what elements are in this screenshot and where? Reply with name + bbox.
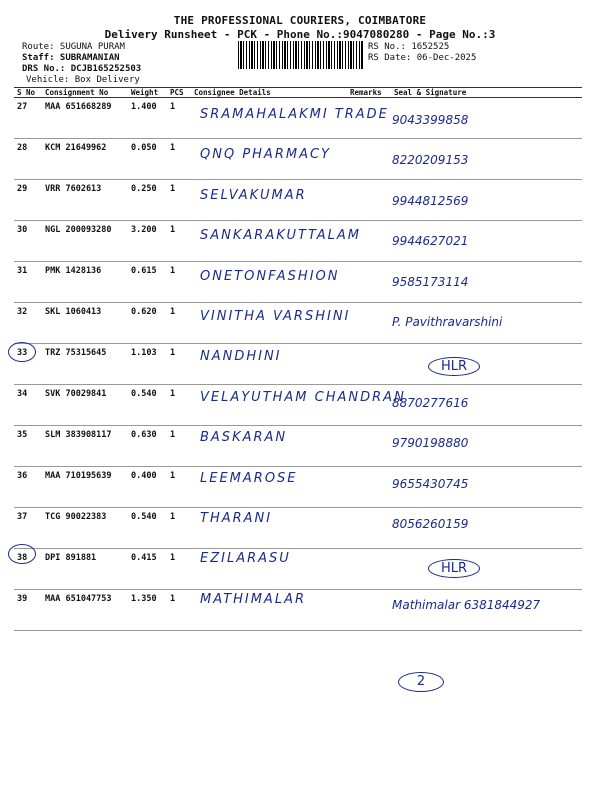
rs-number: RS No.: 1652525 — [368, 42, 450, 52]
row-weight: 0.615 — [128, 262, 167, 303]
row-consignment: TRZ 75315645 — [42, 344, 128, 385]
row-sno: 34 — [14, 385, 42, 426]
handwritten-signature: P. Pavithravarshini — [392, 315, 503, 329]
hlr-remark: HLR — [428, 559, 480, 578]
row-pcs: 1 — [167, 385, 191, 426]
handwritten-consignee-name: NANDHINI — [200, 349, 282, 365]
col-pcs: PCS — [167, 88, 191, 98]
row-consignment: TCG 90022383 — [42, 508, 128, 549]
hlr-remark: HLR — [428, 357, 480, 376]
row-remarks — [347, 467, 391, 508]
table-row — [14, 549, 582, 590]
company-title: THE PROFESSIONAL COURIERS, COIMBATORE — [173, 14, 427, 27]
row-remarks — [347, 262, 391, 303]
table-row — [14, 467, 582, 508]
row-consignment: SLM 383908117 — [42, 426, 128, 467]
row-pcs: 1 — [167, 139, 191, 180]
row-weight: 0.250 — [128, 180, 167, 221]
col-signature: Seal & Signature — [391, 88, 582, 98]
handwritten-signature: 8870277616 — [392, 395, 469, 410]
row-signature — [391, 549, 582, 590]
row-remarks — [347, 549, 391, 590]
handwritten-signature: 9043399858 — [392, 113, 469, 127]
row-pcs: 1 — [167, 303, 191, 344]
row-weight: 0.620 — [128, 303, 167, 344]
row-pcs: 1 — [167, 426, 191, 467]
handwritten-consignee-name: VINITHA VARSHINI — [200, 309, 351, 324]
row-remarks — [347, 303, 391, 344]
table-row — [14, 344, 582, 385]
handwritten-consignee-name: SANKARAKUTTALAM — [200, 228, 361, 244]
handwritten-consignee-name: SRAMAHALAKMI TRADE — [200, 107, 389, 122]
row-remarks — [347, 139, 391, 180]
row-consignment: SKL 1060413 — [42, 303, 128, 344]
row-consignment: SVK 70029841 — [42, 385, 128, 426]
handwritten-signature: 9585173114 — [392, 274, 469, 289]
col-consignee: Consignee Details — [191, 88, 347, 98]
table-row — [14, 508, 582, 549]
row-pcs: 1 — [167, 262, 191, 303]
row-remarks — [347, 508, 391, 549]
handwritten-consignee-name: BASKARAN — [200, 430, 288, 446]
handwritten-consignee-name: VELAYUTHAM CHANDRAN — [200, 389, 406, 405]
col-weight: Weight — [128, 88, 167, 98]
row-sno: 29 — [14, 180, 42, 221]
row-sno: 28 — [14, 139, 42, 180]
handwritten-consignee-name: THARANI — [200, 511, 273, 526]
row-sno: 36 — [14, 467, 42, 508]
row-remarks — [347, 344, 391, 385]
staff-label: Staff: SUBRAMANIAN — [22, 53, 120, 63]
handwritten-consignee-name: EZILARASU — [200, 551, 291, 567]
row-sno: 33 — [14, 344, 42, 385]
route-label: Route: SUGUNA PURAM — [22, 42, 125, 52]
row-weight: 1.350 — [128, 590, 167, 631]
row-weight: 0.540 — [128, 508, 167, 549]
row-remarks — [347, 426, 391, 467]
row-sno: 38 — [14, 549, 42, 590]
row-sno: 31 — [14, 262, 42, 303]
handwritten-consignee-name: SELVAKUMAR — [200, 187, 307, 203]
handwritten-signature: 9944812569 — [392, 193, 469, 208]
row-weight: 0.400 — [128, 467, 167, 508]
row-sno: 27 — [14, 98, 42, 139]
rs-date: RS Date: 06-Dec-2025 — [368, 53, 477, 63]
row-pcs: 1 — [167, 467, 191, 508]
row-pcs: 1 — [167, 344, 191, 385]
barcode — [238, 41, 364, 69]
handwritten-consignee-name: LEEMAROSE — [200, 470, 298, 486]
handwritten-signature: 9790198880 — [392, 436, 469, 451]
row-consignment: VRR 7602613 — [42, 180, 128, 221]
handwritten-signature: Mathimalar 6381844927 — [392, 597, 541, 612]
row-weight: 0.630 — [128, 426, 167, 467]
row-weight: 1.400 — [128, 98, 167, 139]
row-remarks — [347, 180, 391, 221]
handwritten-signature: 8220209153 — [392, 153, 469, 168]
handwritten-consignee-name: MATHIMALAR — [200, 591, 306, 607]
col-remarks: Remarks — [347, 88, 391, 98]
row-signature — [391, 344, 582, 385]
table-row — [14, 426, 582, 467]
row-weight: 3.200 — [128, 221, 167, 262]
row-pcs: 1 — [167, 508, 191, 549]
row-pcs: 1 — [167, 221, 191, 262]
row-pcs: 1 — [167, 549, 191, 590]
row-weight: 0.050 — [128, 139, 167, 180]
row-sno: 30 — [14, 221, 42, 262]
col-sno: S No — [14, 88, 42, 98]
drs-label: DRS No.: DCJB165252503 — [22, 64, 142, 74]
row-weight: 1.103 — [128, 344, 167, 385]
row-pcs: 1 — [167, 98, 191, 139]
vehicle-label: Vehicle: Box Delivery — [26, 75, 140, 85]
row-sno: 37 — [14, 508, 42, 549]
row-weight: 0.415 — [128, 549, 167, 590]
row-consignment: DPI 891881 — [42, 549, 128, 590]
row-consignment: MAA 651047753 — [42, 590, 128, 631]
row-sno: 32 — [14, 303, 42, 344]
handwritten-signature: 9655430745 — [392, 476, 469, 491]
row-sno: 35 — [14, 426, 42, 467]
row-consignment: MAA 651668289 — [42, 98, 128, 139]
page-mark: 2 — [398, 672, 444, 692]
row-consignment: PMK 1428136 — [42, 262, 128, 303]
row-pcs: 1 — [167, 590, 191, 631]
col-consignment: Consignment No — [42, 88, 128, 98]
handwritten-signature: 8056260159 — [392, 517, 469, 531]
handwritten-consignee-name: QNQ PHARMACY — [200, 147, 331, 163]
row-remarks — [347, 590, 391, 631]
runsheet-table — [14, 87, 582, 631]
row-pcs: 1 — [167, 180, 191, 221]
row-weight: 0.540 — [128, 385, 167, 426]
row-sno: 39 — [14, 590, 42, 631]
row-consignment: MAA 710195639 — [42, 467, 128, 508]
row-consignment: KCM 21649962 — [42, 139, 128, 180]
table-header — [14, 88, 582, 98]
handwritten-signature: 9944627021 — [392, 234, 469, 249]
runsheet-subtitle: Delivery Runsheet - PCK - Phone No.:9047080280 - Page No.:3 — [104, 28, 496, 41]
handwritten-consignee-name: ONETONFASHION — [200, 268, 340, 284]
row-consignment: NGL 200093280 — [42, 221, 128, 262]
